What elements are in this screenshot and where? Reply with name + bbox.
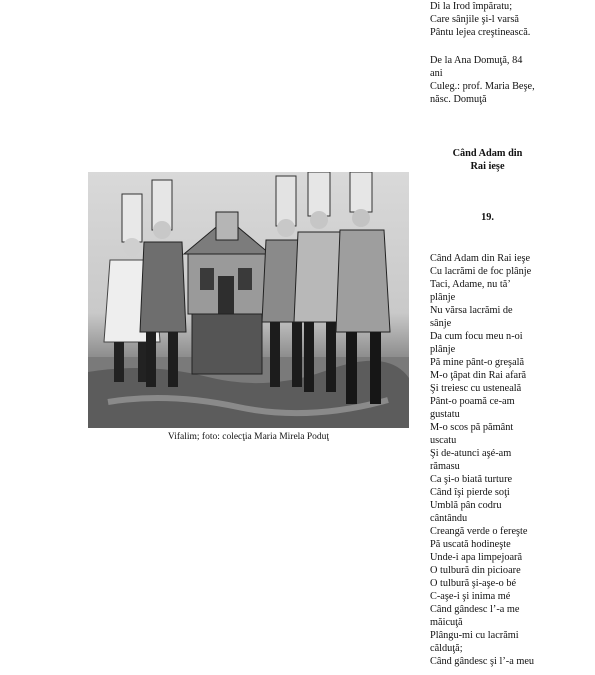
poem-line: M-o ţâpat din Rai afară (430, 370, 527, 381)
poem-line: Nu vărsa lacrămi de (430, 305, 513, 316)
poem-line: O tulbură şi-aşe-o bé (430, 578, 517, 589)
poem-line: Când Adam din Rai ieşe (430, 253, 531, 264)
poem-line: cântându (430, 513, 468, 524)
poem-line: călduţă; (430, 643, 463, 654)
poem-line: Şi de-atunci aşé-am (430, 448, 512, 459)
poem-line: Unde-i apa limpejoară (430, 552, 523, 563)
group-photo (88, 172, 409, 428)
attribution (430, 54, 560, 106)
poem-line: sânje (430, 318, 452, 329)
poem-line: Când gândesc şi l’-a meu (430, 656, 535, 667)
poem (430, 252, 560, 668)
poem-line: M-o scos pă pământ (430, 422, 514, 433)
top-verse (430, 0, 560, 39)
verse-line: Di la Irod împăratu; (430, 1, 513, 12)
poem-line: Da cum focu meu n-oi (430, 331, 523, 342)
attribution-line: De la Ana Domuţă, 84 (430, 55, 523, 66)
poem-line: Cu lacrămi de foc plânje (430, 266, 532, 277)
poem-line: măicuţă (430, 617, 463, 628)
attribution-line: născ. Domuţă (430, 94, 487, 105)
poem-line: uscatu (430, 435, 457, 446)
verse-line: Care sânjile şi-l varsă (430, 14, 519, 25)
poem-line: Pă mine pânt-o greşală (430, 357, 525, 368)
verse-line: Pântu lejea creştinească. (430, 27, 531, 38)
poem-line: plânje (430, 344, 456, 355)
poem-line: C-aşe-i şi inima mé (430, 591, 511, 602)
song-number: 19. (481, 212, 494, 223)
poem-line: Ca şi-o biată turture (430, 474, 513, 485)
poem-line: Când gândesc l’-a me (430, 604, 520, 615)
photo-illustration (88, 172, 409, 428)
photo-caption: Vifalim; foto: colecţia Maria Mirela Poduţ (167, 432, 330, 442)
poem-line: gustatu (430, 409, 460, 420)
song-title (430, 147, 545, 173)
poem-line: Creangă verde o fereşte (430, 526, 528, 537)
song-title-line: Rai ieşe (470, 161, 505, 172)
attribution-line: ani (430, 68, 443, 79)
poem-line: Umblă pân codru (430, 500, 502, 511)
poem-line: Pă uscată hodineşte (430, 539, 511, 550)
poem-line: Când îşi pierde soţi (430, 487, 510, 498)
poem-line: Taci, Adame, nu tă’ (430, 279, 511, 290)
poem-line: Pânt-o poamă ce-am (430, 396, 515, 407)
poem-line: Plângu-mi cu lacrămi (430, 630, 519, 641)
poem-line: Şi treiesc cu usteneală (430, 383, 522, 394)
poem-line: plânje (430, 292, 456, 303)
poem-line: O tulbură din picioare (430, 565, 521, 576)
attribution-line: Culeg.: prof. Maria Beşe, (430, 81, 535, 92)
song-title-line: Când Adam din (452, 148, 523, 159)
poem-line: rămasu (430, 461, 460, 472)
